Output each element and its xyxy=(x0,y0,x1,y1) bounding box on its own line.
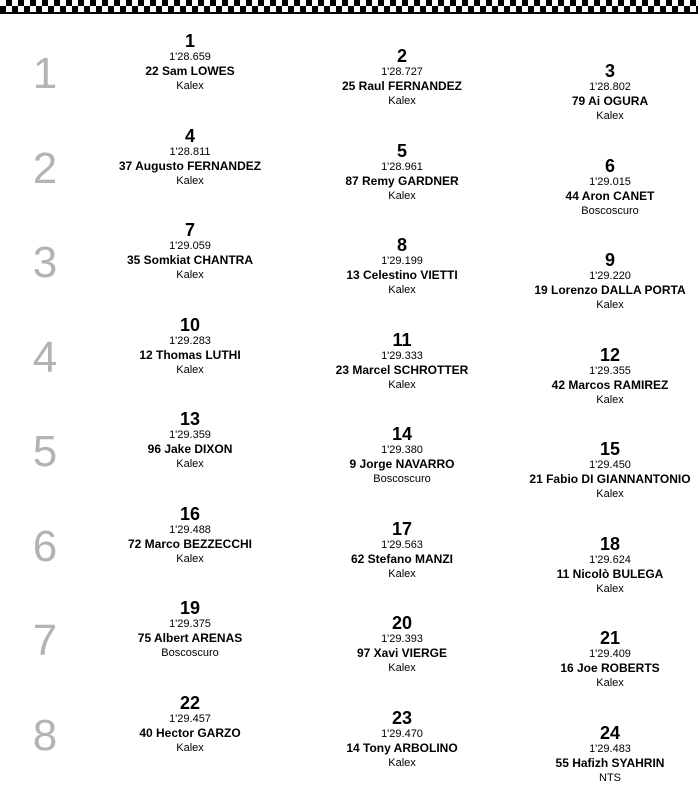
grid-row-number: 6 xyxy=(32,521,58,571)
grid-position: 3 xyxy=(604,61,615,81)
rider-name: 25 Raul FERNANDEZ xyxy=(341,79,463,93)
grid-slot xyxy=(302,520,502,581)
grid-position: 6 xyxy=(604,155,615,176)
grid-position: 17 xyxy=(391,518,413,539)
rider-name: 35 Somkiat CHANTRA xyxy=(126,253,254,267)
grid-row-number: 2 xyxy=(32,143,58,193)
rider-name: 42 Marcos RAMIREZ xyxy=(551,377,669,392)
team-name: Kalex xyxy=(176,741,204,754)
lap-time: 1'29.450 xyxy=(589,459,631,471)
lap-time: 1'29.483 xyxy=(589,742,631,755)
team-name: Boscoscuro xyxy=(581,204,639,217)
lap-time: 1'29.409 xyxy=(589,648,631,660)
team-name: Kalex xyxy=(388,189,416,202)
grid-position: 7 xyxy=(184,220,195,240)
team-name: Kalex xyxy=(596,488,624,500)
grid-position: 20 xyxy=(391,613,413,633)
rider-name: 37 Augusto FERNANDEZ xyxy=(118,158,262,173)
team-name: Kalex xyxy=(596,677,624,689)
grid-position: 5 xyxy=(396,140,407,161)
team-name: Kalex xyxy=(388,378,416,391)
grid-slot xyxy=(302,236,502,297)
rider-name: 72 Marco BEZZECCHI xyxy=(127,536,253,551)
lap-time: 1'29.199 xyxy=(381,255,423,267)
team-name: Boscoscuro xyxy=(373,473,431,485)
rider-name: 19 Lorenzo DALLA PORTA xyxy=(534,283,686,297)
grid-slot xyxy=(90,127,290,188)
team-name: Kalex xyxy=(176,174,204,187)
team-name: Boscoscuro xyxy=(161,647,219,659)
lap-time: 1'29.488 xyxy=(169,523,211,536)
lap-time: 1'28.802 xyxy=(589,81,631,93)
grid-position: 15 xyxy=(599,439,621,459)
lap-time: 1'29.563 xyxy=(381,538,423,551)
team-name: Kalex xyxy=(176,458,204,470)
team-name: Kalex xyxy=(176,552,204,565)
grid-position: 8 xyxy=(396,235,407,255)
grid-slot xyxy=(510,157,698,218)
rider-name: 97 Xavi VIERGE xyxy=(356,646,448,660)
grid-slot xyxy=(90,221,290,282)
grid-slot xyxy=(302,614,502,675)
lap-time: 1'28.811 xyxy=(169,145,211,158)
lap-time: 1'29.375 xyxy=(169,618,211,630)
rider-name: 55 Hafizh SYAHRIN xyxy=(555,755,665,770)
grid-position: 18 xyxy=(599,533,621,554)
grid-slot xyxy=(510,724,698,785)
grid-position: 19 xyxy=(179,598,201,618)
lap-time: 1'29.333 xyxy=(381,349,423,362)
grid-slot xyxy=(302,47,502,108)
team-name: Kalex xyxy=(596,110,624,122)
lap-time: 1'29.470 xyxy=(381,727,423,740)
lap-time: 1'28.961 xyxy=(381,160,423,173)
team-name: Kalex xyxy=(388,662,416,674)
lap-time: 1'29.283 xyxy=(169,334,211,347)
rider-name: 21 Fabio DI GIANNANTONIO xyxy=(529,472,691,486)
grid-slot xyxy=(90,694,290,755)
grid-position: 24 xyxy=(599,722,621,743)
team-name: Kalex xyxy=(388,95,416,107)
lap-time: 1'29.624 xyxy=(589,553,631,566)
team-name: Kalex xyxy=(388,284,416,296)
grid-slot xyxy=(510,440,698,501)
grid-slot xyxy=(302,709,502,770)
grid-position: 16 xyxy=(179,503,201,524)
rider-name: 87 Remy GARDNER xyxy=(345,173,459,188)
lap-time: 1'29.220 xyxy=(589,270,631,282)
team-name: NTS xyxy=(599,771,621,784)
grid-slot xyxy=(510,535,698,596)
lap-time: 1'29.393 xyxy=(381,633,423,645)
grid-slot xyxy=(302,425,502,486)
grid-position: 1 xyxy=(184,31,195,51)
lap-time: 1'29.059 xyxy=(169,240,211,252)
rider-name: 16 Joe ROBERTS xyxy=(560,661,660,675)
team-name: Kalex xyxy=(176,269,204,281)
lap-time: 1'29.355 xyxy=(589,364,631,377)
grid-position: 14 xyxy=(391,424,413,444)
grid-row-number: 7 xyxy=(32,616,58,665)
lap-time: 1'29.457 xyxy=(169,712,211,725)
grid-position: 23 xyxy=(391,707,413,728)
grid-position: 2 xyxy=(396,46,407,66)
grid-slot xyxy=(510,629,698,690)
grid-slot xyxy=(90,316,290,377)
rider-name: 40 Hector GARZO xyxy=(139,725,241,740)
grid-position: 21 xyxy=(599,628,621,648)
grid-row-number: 1 xyxy=(32,49,58,98)
rider-name: 96 Jake DIXON xyxy=(147,442,233,456)
grid-position: 12 xyxy=(599,344,621,365)
grid-position: 13 xyxy=(179,409,201,429)
grid-row-number: 5 xyxy=(32,427,58,476)
lap-time: 1'29.015 xyxy=(589,175,631,188)
lap-time: 1'28.659 xyxy=(169,51,211,63)
grid-slot xyxy=(90,599,290,660)
team-name: Kalex xyxy=(596,299,624,311)
grid-position: 9 xyxy=(604,250,615,270)
grid-slot xyxy=(302,331,502,392)
grid-row-number: 3 xyxy=(32,238,58,287)
team-name: Kalex xyxy=(596,393,624,406)
grid-slot xyxy=(510,251,698,312)
grid-row-number: 8 xyxy=(32,710,58,760)
lap-time: 1'29.380 xyxy=(381,444,423,456)
grid-slot xyxy=(302,142,502,203)
rider-name: 75 Albert ARENAS xyxy=(137,631,243,645)
grid-slot xyxy=(90,32,290,93)
rider-name: 22 Sam LOWES xyxy=(145,64,235,78)
team-name: Kalex xyxy=(388,756,416,769)
grid-slot xyxy=(90,410,290,471)
rider-name: 13 Celestino VIETTI xyxy=(346,268,458,282)
team-name: Kalex xyxy=(596,582,624,595)
grid-slot xyxy=(510,62,698,123)
grid-position: 11 xyxy=(392,329,412,350)
lap-time: 1'28.727 xyxy=(381,66,423,78)
team-name: Kalex xyxy=(388,567,416,580)
grid-slot xyxy=(90,505,290,566)
rider-name: 79 Ai OGURA xyxy=(571,94,649,108)
rider-name: 14 Tony ARBOLINO xyxy=(346,740,458,755)
grid-position: 22 xyxy=(179,692,201,713)
team-name: Kalex xyxy=(176,80,204,92)
rider-name: 11 Nicolò BULEGA xyxy=(556,566,664,581)
lap-time: 1'29.359 xyxy=(169,429,211,441)
rider-name: 12 Thomas LUTHI xyxy=(139,347,241,362)
team-name: Kalex xyxy=(176,363,204,376)
rider-name: 9 Jorge NAVARRO xyxy=(349,457,455,471)
grid-position: 10 xyxy=(179,314,201,335)
rider-name: 62 Stefano MANZI xyxy=(350,551,453,566)
rider-name: 23 Marcel SCHROTTER xyxy=(335,362,469,377)
grid-position: 4 xyxy=(184,125,195,146)
grid-slot xyxy=(510,346,698,407)
grid-row-number: 4 xyxy=(32,332,58,382)
rider-name: 44 Aron CANET xyxy=(565,188,655,203)
